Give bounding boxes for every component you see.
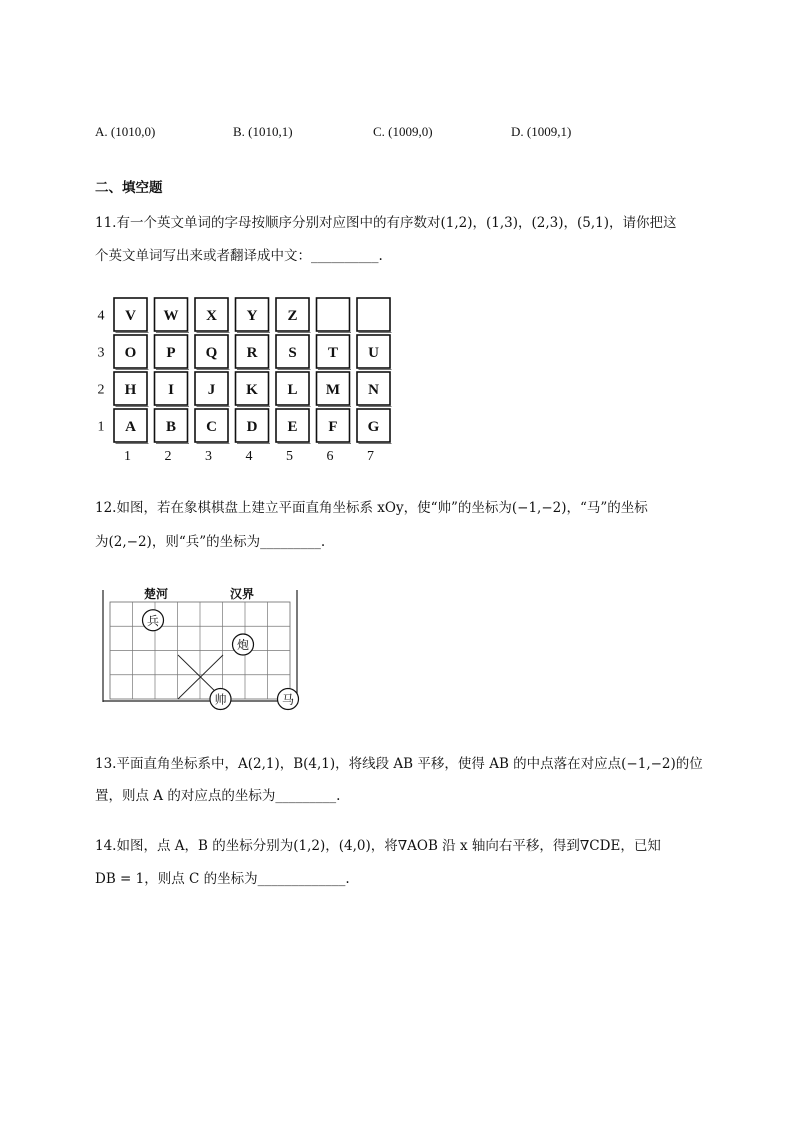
river-label-left: 楚河 [144, 587, 169, 601]
letter-cell [195, 409, 230, 444]
q11-line1: 11.有一个英文单词的字母按顺序分别对应图中的有序数对(1,2)，(1,3)，(2,3)，(5,1)，请你把这 [95, 215, 677, 231]
chess-piece-label: 兵 [146, 613, 160, 628]
chess-piece-label: 炮 [236, 638, 250, 652]
answer-options [0, 122, 794, 142]
letter-cell-label: E [287, 419, 298, 435]
letter-cell-label: V [125, 308, 136, 324]
letter-cell [155, 335, 190, 370]
q14-line1: 14.如图，点 A，B 的坐标分别为(1,2)，(4,0)，将∇AOB 沿 x 轴向右平移，得到∇CDE，已知 [95, 838, 661, 854]
letter-cell [114, 335, 149, 370]
letter-cell [317, 409, 352, 444]
letter-cell-label: H [124, 382, 137, 398]
letter-cell-label: M [325, 382, 341, 398]
q13-line2: 置，则点 A 的对应点的坐标为_________. [95, 788, 341, 804]
letter-cell [357, 335, 392, 370]
letter-cell [155, 372, 190, 407]
chess-piece [278, 689, 299, 710]
section-title: 二、填空题 [95, 180, 163, 196]
letter-cell-label: N [368, 382, 379, 398]
row-label: 2 [97, 382, 105, 398]
col-label: 5 [286, 449, 293, 464]
row-label: 3 [97, 345, 105, 361]
letter-cell-label: J [207, 382, 216, 398]
chess-piece-label: 马 [281, 692, 295, 707]
letter-cell [236, 335, 271, 370]
letter-cell-label: T [327, 345, 339, 361]
chess-piece [233, 634, 254, 655]
letter-cell [195, 372, 230, 407]
letter-cell-label: B [165, 419, 177, 435]
letter-cell [236, 298, 271, 333]
letter-cell-label: G [367, 419, 380, 435]
letter-cell [317, 372, 352, 407]
letter-cell-label: D [246, 419, 258, 435]
option-b: B. (1010,1) [233, 124, 293, 139]
letter-cell-label: S [288, 345, 297, 361]
letter-cell-label: A [125, 419, 136, 435]
letter-cell [195, 298, 230, 333]
letter-cell [276, 409, 311, 444]
letter-cell-label: P [166, 345, 176, 361]
letter-cell [357, 409, 392, 444]
letter-cell [155, 298, 190, 333]
col-label: 4 [245, 449, 253, 464]
letter-cell [317, 298, 352, 333]
letter-cell-label: O [124, 345, 137, 361]
letter-cell-label: W [163, 308, 179, 324]
letter-cell [276, 298, 311, 333]
q11-line2: 个英文单词写出来或者翻译成中文：__________. [95, 248, 383, 264]
letter-cell [114, 298, 149, 333]
chess-board-figure [96, 582, 306, 712]
letter-cell-label: Z [287, 308, 298, 324]
chess-piece-label: 帅 [214, 692, 227, 707]
chess-piece [143, 610, 164, 631]
col-label: 1 [124, 449, 131, 464]
letter-cell-label: Y [246, 308, 258, 324]
col-label: 6 [326, 449, 334, 464]
letter-cell [276, 372, 311, 407]
option-a: A. (1010,0) [95, 124, 156, 139]
q14-line2: DB = 1，则点 C 的坐标为_____________. [95, 871, 350, 887]
letter-cell [114, 372, 149, 407]
chess-piece [210, 689, 231, 710]
q12-line1: 12.如图，若在象棋棋盘上建立平面直角坐标系 xOy，使“帅”的坐标为(−1,−2)，“马”的坐标 [95, 500, 648, 516]
letter-cell-label: U [368, 345, 379, 361]
row-label: 1 [97, 419, 105, 435]
col-label: 3 [205, 449, 212, 464]
letter-cell [236, 409, 271, 444]
col-label: 7 [367, 449, 374, 464]
letter-cell-label: K [246, 382, 258, 398]
col-label: 2 [164, 449, 172, 464]
row-label: 4 [97, 308, 105, 324]
letter-cell [236, 372, 271, 407]
letter-cell-label: Q [205, 345, 218, 361]
option-d: D. (1009,1) [511, 124, 572, 139]
letter-cell [114, 409, 149, 444]
letter-cell-label: R [246, 345, 258, 361]
letter-cell-label: C [206, 419, 217, 435]
letter-cell [155, 409, 190, 444]
option-c: C. (1009,0) [373, 124, 433, 139]
letter-cell-label: L [287, 382, 298, 398]
letter-cell-label: I [168, 382, 174, 398]
letter-cell [357, 372, 392, 407]
letter-cell-label: X [206, 308, 217, 324]
letter-cell [357, 298, 392, 333]
letter-cell [195, 335, 230, 370]
letter-grid-figure [88, 290, 398, 465]
letter-cell-label: F [328, 419, 338, 435]
q12-line2: 为(2,−2)，则“兵”的坐标为_________. [95, 534, 326, 550]
river-label-right: 汉界 [230, 587, 255, 601]
letter-cell [317, 335, 352, 370]
letter-cell [276, 335, 311, 370]
q13-line1: 13.平面直角坐标系中，A(2,1)，B(4,1)，将线段 AB 平移，使得 AB 的中点落在对应点(−1,−2)的位 [95, 756, 703, 772]
